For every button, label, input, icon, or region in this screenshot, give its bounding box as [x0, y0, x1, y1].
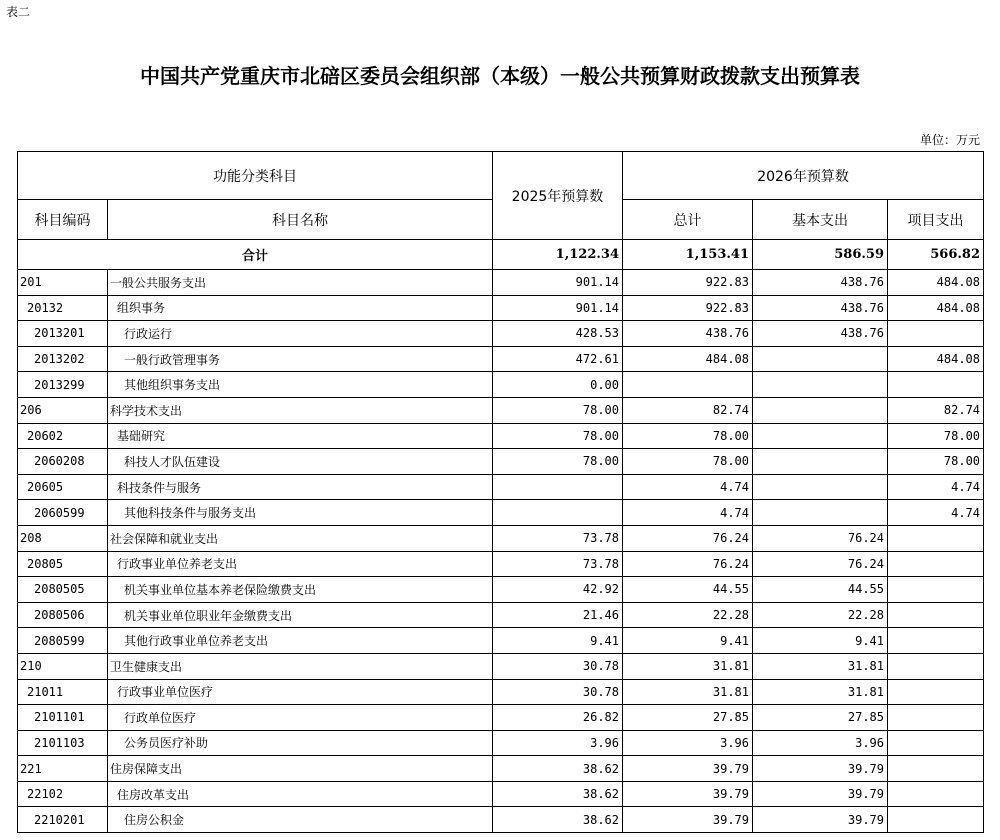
row-name: 科技人才队伍建设 [108, 449, 493, 475]
row-prev: 73.78 [493, 525, 623, 551]
row-prev: 78.00 [493, 397, 623, 423]
row-total: 9.41 [623, 628, 753, 654]
row-prev [493, 474, 623, 500]
row-name: 住房改革支出 [108, 781, 493, 807]
row-basic: 3.96 [753, 730, 888, 756]
table-row [18, 756, 984, 782]
row-basic [753, 346, 888, 372]
row-basic [753, 372, 888, 398]
row-project: 4.74 [888, 500, 984, 526]
table-row [18, 705, 984, 731]
header-prev-budget: 2025年预算数 [493, 152, 623, 240]
row-total: 3.96 [623, 730, 753, 756]
row-project: 484.08 [888, 346, 984, 372]
row-project [888, 602, 984, 628]
row-project: 484.08 [888, 270, 984, 296]
row-project [888, 577, 984, 603]
row-name: 一般公共服务支出 [108, 270, 493, 296]
row-name: 行政单位医疗 [108, 705, 493, 731]
row-basic [753, 474, 888, 500]
unit-label: 单位：万元 [919, 133, 980, 147]
table-row [18, 423, 984, 449]
row-basic: 438.76 [753, 270, 888, 296]
row-total: 82.74 [623, 397, 753, 423]
row-prev: 472.61 [493, 346, 623, 372]
row-project [888, 372, 984, 398]
row-basic: 22.28 [753, 602, 888, 628]
header-basic: 基本支出 [753, 200, 888, 240]
header-project: 项目支出 [888, 200, 984, 240]
row-code: 221 [18, 756, 108, 782]
total-prev: 1,122.34 [493, 240, 623, 270]
row-prev [493, 500, 623, 526]
page-title: 中国共产党重庆市北碚区委员会组织部（本级）一般公共预算财政拨款支出预算表 [140, 64, 860, 88]
row-total: 76.24 [623, 525, 753, 551]
row-name: 科学技术支出 [108, 397, 493, 423]
row-total: 4.74 [623, 500, 753, 526]
row-code: 2101103 [18, 730, 108, 756]
table-tag: 表二 [6, 5, 31, 19]
row-project: 78.00 [888, 423, 984, 449]
row-prev: 30.78 [493, 679, 623, 705]
row-total: 922.83 [623, 270, 753, 296]
row-total: 4.74 [623, 474, 753, 500]
row-total: 27.85 [623, 705, 753, 731]
row-code: 21011 [18, 679, 108, 705]
budget-table [17, 151, 984, 833]
row-project: 4.74 [888, 474, 984, 500]
row-prev: 428.53 [493, 321, 623, 347]
row-code: 2080506 [18, 602, 108, 628]
row-basic: 31.81 [753, 653, 888, 679]
row-total: 39.79 [623, 807, 753, 833]
row-name: 社会保障和就业支出 [108, 525, 493, 551]
row-project [888, 730, 984, 756]
row-prev: 0.00 [493, 372, 623, 398]
row-code: 2080599 [18, 628, 108, 654]
row-total [623, 372, 753, 398]
table-row [18, 449, 984, 475]
row-total: 22.28 [623, 602, 753, 628]
row-prev: 30.78 [493, 653, 623, 679]
total-basic: 586.59 [753, 240, 888, 270]
row-project [888, 781, 984, 807]
row-project [888, 628, 984, 654]
row-name: 一般行政管理事务 [108, 346, 493, 372]
row-project [888, 679, 984, 705]
row-name: 住房保障支出 [108, 756, 493, 782]
row-basic [753, 423, 888, 449]
table-row [18, 602, 984, 628]
row-name: 其他科技条件与服务支出 [108, 500, 493, 526]
row-prev: 9.41 [493, 628, 623, 654]
row-project [888, 551, 984, 577]
row-prev: 38.62 [493, 756, 623, 782]
row-project: 82.74 [888, 397, 984, 423]
row-prev: 78.00 [493, 423, 623, 449]
row-basic: 76.24 [753, 551, 888, 577]
row-code: 208 [18, 525, 108, 551]
row-name: 行政事业单位医疗 [108, 679, 493, 705]
table-row [18, 321, 984, 347]
row-project [888, 321, 984, 347]
row-prev: 38.62 [493, 807, 623, 833]
table-row [18, 807, 984, 833]
row-code: 20805 [18, 551, 108, 577]
row-basic [753, 397, 888, 423]
row-project: 484.08 [888, 295, 984, 321]
row-total: 438.76 [623, 321, 753, 347]
row-basic: 44.55 [753, 577, 888, 603]
table-row [18, 577, 984, 603]
row-name: 卫生健康支出 [108, 653, 493, 679]
table-row [18, 551, 984, 577]
row-total: 31.81 [623, 653, 753, 679]
row-name: 住房公积金 [108, 807, 493, 833]
row-total: 78.00 [623, 423, 753, 449]
table-row [18, 500, 984, 526]
row-code: 20602 [18, 423, 108, 449]
row-project [888, 705, 984, 731]
row-prev: 26.82 [493, 705, 623, 731]
row-code: 2060599 [18, 500, 108, 526]
row-name: 公务员医疗补助 [108, 730, 493, 756]
header-curr-budget: 2026年预算数 [623, 152, 984, 200]
row-basic: 9.41 [753, 628, 888, 654]
row-prev: 78.00 [493, 449, 623, 475]
row-code: 22102 [18, 781, 108, 807]
table-row [18, 270, 984, 296]
row-basic: 438.76 [753, 321, 888, 347]
row-basic: 39.79 [753, 756, 888, 782]
row-basic: 31.81 [753, 679, 888, 705]
row-name: 行政事业单位养老支出 [108, 551, 493, 577]
table-row [18, 474, 984, 500]
header-name: 科目名称 [108, 200, 493, 240]
row-name: 其他行政事业单位养老支出 [108, 628, 493, 654]
table-row [18, 628, 984, 654]
row-code: 2013202 [18, 346, 108, 372]
row-prev: 901.14 [493, 270, 623, 296]
row-project: 78.00 [888, 449, 984, 475]
table-row [18, 781, 984, 807]
total-row [18, 240, 984, 270]
row-code: 20605 [18, 474, 108, 500]
table-row [18, 295, 984, 321]
row-project [888, 653, 984, 679]
table-row [18, 372, 984, 398]
row-total: 31.81 [623, 679, 753, 705]
row-total: 922.83 [623, 295, 753, 321]
row-basic [753, 449, 888, 475]
row-basic: 27.85 [753, 705, 888, 731]
row-name: 行政运行 [108, 321, 493, 347]
row-prev: 42.92 [493, 577, 623, 603]
row-basic: 438.76 [753, 295, 888, 321]
table-row [18, 679, 984, 705]
row-total: 39.79 [623, 756, 753, 782]
row-code: 2210201 [18, 807, 108, 833]
row-code: 210 [18, 653, 108, 679]
row-basic: 39.79 [753, 781, 888, 807]
row-basic: 76.24 [753, 525, 888, 551]
row-project [888, 807, 984, 833]
table-row [18, 397, 984, 423]
header-func-class: 功能分类科目 [18, 152, 493, 200]
row-basic: 39.79 [753, 807, 888, 833]
row-total: 76.24 [623, 551, 753, 577]
row-total: 44.55 [623, 577, 753, 603]
row-code: 20132 [18, 295, 108, 321]
row-code: 2080505 [18, 577, 108, 603]
row-name: 机关事业单位基本养老保险缴费支出 [108, 577, 493, 603]
row-total: 39.79 [623, 781, 753, 807]
row-basic [753, 500, 888, 526]
total-label: 合计 [18, 240, 493, 270]
row-code: 2101101 [18, 705, 108, 731]
row-prev: 38.62 [493, 781, 623, 807]
row-code: 206 [18, 397, 108, 423]
table-row [18, 730, 984, 756]
row-code: 2013201 [18, 321, 108, 347]
row-project [888, 525, 984, 551]
row-total: 78.00 [623, 449, 753, 475]
row-name: 其他组织事务支出 [108, 372, 493, 398]
header-code: 科目编码 [18, 200, 108, 240]
row-prev: 21.46 [493, 602, 623, 628]
row-prev: 901.14 [493, 295, 623, 321]
row-code: 2060208 [18, 449, 108, 475]
header-total: 总计 [623, 200, 753, 240]
row-name: 机关事业单位职业年金缴费支出 [108, 602, 493, 628]
row-code: 2013299 [18, 372, 108, 398]
table-row [18, 346, 984, 372]
row-name: 组织事务 [108, 295, 493, 321]
total-total: 1,153.41 [623, 240, 753, 270]
row-prev: 3.96 [493, 730, 623, 756]
row-name: 科技条件与服务 [108, 474, 493, 500]
row-total: 484.08 [623, 346, 753, 372]
table-row [18, 525, 984, 551]
table-row [18, 653, 984, 679]
total-project: 566.82 [888, 240, 984, 270]
row-name: 基础研究 [108, 423, 493, 449]
row-prev: 73.78 [493, 551, 623, 577]
row-code: 201 [18, 270, 108, 296]
row-project [888, 756, 984, 782]
